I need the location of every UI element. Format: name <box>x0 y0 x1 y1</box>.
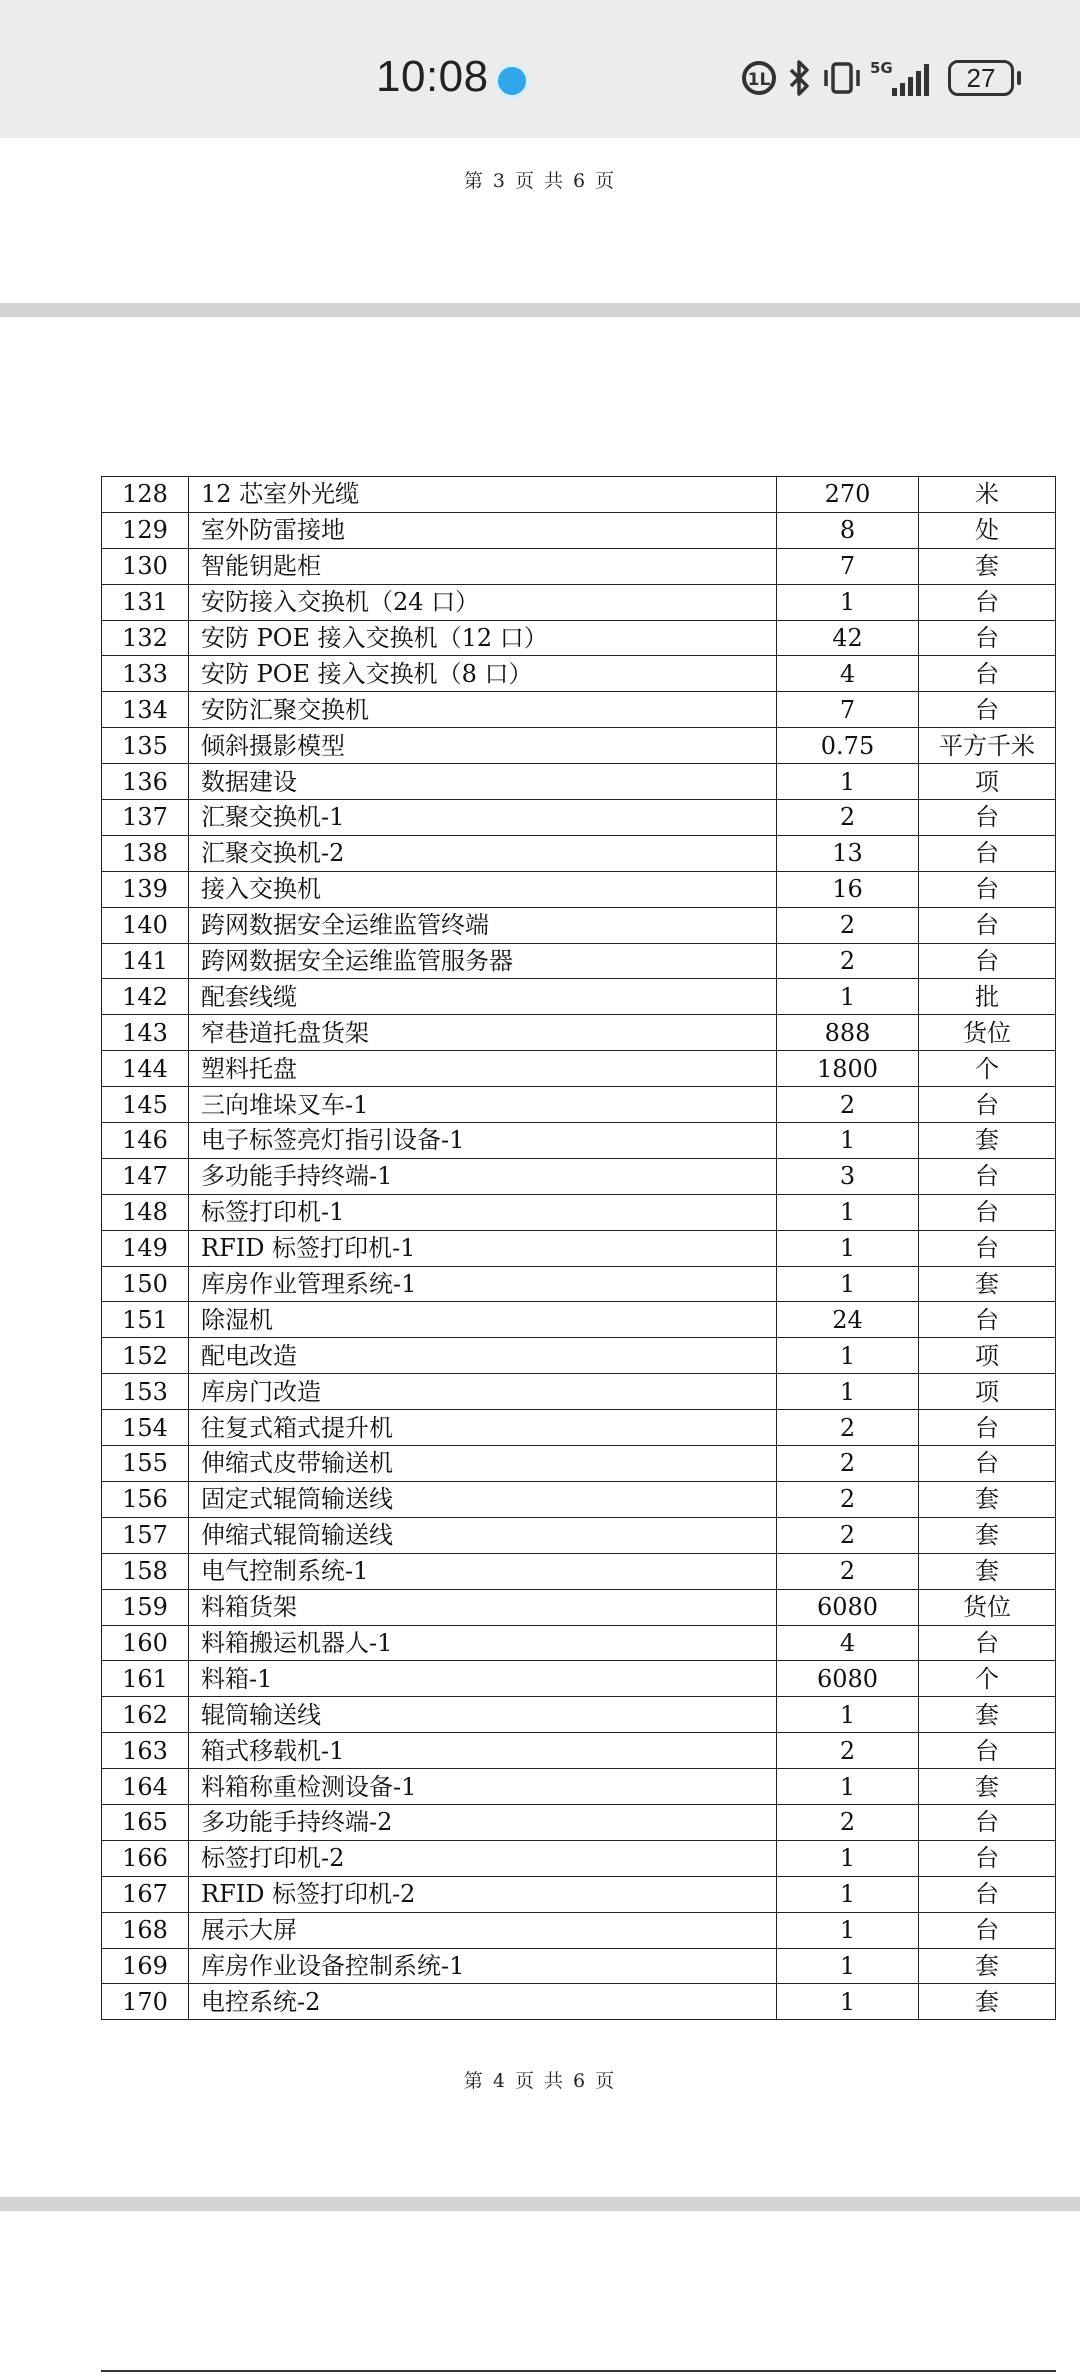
row-number: 167 <box>102 1876 189 1912</box>
item-quantity: 1 <box>777 1769 919 1805</box>
item-unit: 批 <box>919 979 1056 1015</box>
row-number: 152 <box>102 1338 189 1374</box>
page-separator <box>0 303 1080 317</box>
item-unit: 平方千米 <box>919 728 1056 764</box>
page-separator <box>0 2197 1080 2211</box>
item-quantity: 2 <box>777 1446 919 1482</box>
item-quantity: 4 <box>777 656 919 692</box>
item-quantity: 7 <box>777 692 919 728</box>
item-quantity: 1 <box>777 1338 919 1374</box>
signal-5g-icon <box>870 58 934 102</box>
table-row <box>102 656 1056 692</box>
table-row <box>102 1948 1056 1984</box>
row-number: 135 <box>102 728 189 764</box>
table-row <box>102 1697 1056 1733</box>
item-name: 固定式辊筒输送线 <box>189 1481 777 1517</box>
item-unit: 台 <box>919 800 1056 836</box>
item-name: 标签打印机-2 <box>189 1840 777 1876</box>
row-number: 151 <box>102 1302 189 1338</box>
item-unit: 项 <box>919 764 1056 800</box>
item-unit: 套 <box>919 1481 1056 1517</box>
table-row <box>102 1123 1056 1159</box>
item-name: 倾斜摄影模型 <box>189 728 777 764</box>
row-number: 145 <box>102 1087 189 1123</box>
item-quantity: 2 <box>777 907 919 943</box>
item-quantity: 1 <box>777 1194 919 1230</box>
table-row <box>102 1446 1056 1482</box>
row-number: 140 <box>102 907 189 943</box>
item-unit: 米 <box>919 477 1056 513</box>
status-time: 10:08 <box>376 52 489 101</box>
table-row <box>102 835 1056 871</box>
item-name: 伸缩式辊筒输送线 <box>189 1517 777 1553</box>
item-name: 库房作业管理系统-1 <box>189 1266 777 1302</box>
row-number: 154 <box>102 1410 189 1446</box>
item-unit: 台 <box>919 907 1056 943</box>
item-name: 料箱称重检测设备-1 <box>189 1769 777 1805</box>
item-quantity: 1 <box>777 1840 919 1876</box>
item-unit: 台 <box>919 584 1056 620</box>
item-quantity: 7 <box>777 548 919 584</box>
table-row <box>102 1302 1056 1338</box>
item-unit: 货位 <box>919 1589 1056 1625</box>
item-unit: 个 <box>919 1051 1056 1087</box>
item-quantity: 1800 <box>777 1051 919 1087</box>
item-name: 电控系统-2 <box>189 1984 777 2020</box>
item-unit: 套 <box>919 1948 1056 1984</box>
item-unit: 台 <box>919 943 1056 979</box>
item-unit: 台 <box>919 620 1056 656</box>
item-quantity: 24 <box>777 1302 919 1338</box>
item-quantity: 1 <box>777 1123 919 1159</box>
item-name: 多功能手持终端-1 <box>189 1158 777 1194</box>
equipment-table-body <box>102 477 1056 2020</box>
item-unit: 台 <box>919 1840 1056 1876</box>
table-row <box>102 1517 1056 1553</box>
item-quantity: 2 <box>777 1410 919 1446</box>
item-quantity: 2 <box>777 800 919 836</box>
table-row <box>102 764 1056 800</box>
item-unit: 个 <box>919 1661 1056 1697</box>
item-name: 料箱货架 <box>189 1589 777 1625</box>
item-quantity: 270 <box>777 477 919 513</box>
table-row <box>102 1840 1056 1876</box>
table-row <box>102 1984 1056 2020</box>
battery-tip <box>1017 71 1021 85</box>
item-quantity: 1 <box>777 1984 919 2020</box>
table-row <box>102 620 1056 656</box>
row-number: 129 <box>102 512 189 548</box>
item-quantity: 2 <box>777 1087 919 1123</box>
item-quantity: 2 <box>777 1733 919 1769</box>
item-name: 料箱-1 <box>189 1661 777 1697</box>
row-number: 161 <box>102 1661 189 1697</box>
item-quantity: 2 <box>777 1481 919 1517</box>
row-number: 131 <box>102 584 189 620</box>
item-name: 库房门改造 <box>189 1374 777 1410</box>
svg-text:1L: 1L <box>747 70 771 90</box>
item-name: 展示大屏 <box>189 1912 777 1948</box>
table-row <box>102 1015 1056 1051</box>
table-row <box>102 871 1056 907</box>
table-row <box>102 1876 1056 1912</box>
item-name: 跨网数据安全运维监管终端 <box>189 907 777 943</box>
item-quantity: 1 <box>777 1374 919 1410</box>
svg-text:5G: 5G <box>870 59 893 77</box>
table-row <box>102 1374 1056 1410</box>
table-row <box>102 1625 1056 1661</box>
item-name: 多功能手持终端-2 <box>189 1804 777 1840</box>
row-number: 168 <box>102 1912 189 1948</box>
table-row <box>102 1338 1056 1374</box>
item-quantity: 6080 <box>777 1661 919 1697</box>
item-unit: 台 <box>919 692 1056 728</box>
item-name: 塑料托盘 <box>189 1051 777 1087</box>
item-name: 库房作业设备控制系统-1 <box>189 1948 777 1984</box>
item-quantity: 1 <box>777 979 919 1015</box>
item-unit: 台 <box>919 871 1056 907</box>
item-unit: 台 <box>919 1804 1056 1840</box>
table-row <box>102 1481 1056 1517</box>
item-unit: 套 <box>919 1769 1056 1805</box>
row-number: 157 <box>102 1517 189 1553</box>
table-row <box>102 477 1056 513</box>
table-row <box>102 1733 1056 1769</box>
row-number: 166 <box>102 1840 189 1876</box>
row-number: 156 <box>102 1481 189 1517</box>
item-quantity: 0.75 <box>777 728 919 764</box>
row-number: 137 <box>102 800 189 836</box>
item-name: 12 芯室外光缆 <box>189 477 777 513</box>
item-name: 电子标签亮灯指引设备-1 <box>189 1123 777 1159</box>
item-unit: 台 <box>919 1158 1056 1194</box>
row-number: 163 <box>102 1733 189 1769</box>
table-row <box>102 512 1056 548</box>
table-row <box>102 1912 1056 1948</box>
item-name: 安防汇聚交换机 <box>189 692 777 728</box>
item-unit: 处 <box>919 512 1056 548</box>
next-page-table-edge <box>101 2370 1056 2372</box>
item-unit: 套 <box>919 1553 1056 1589</box>
item-unit: 台 <box>919 1087 1056 1123</box>
row-number: 170 <box>102 1984 189 2020</box>
item-quantity: 4 <box>777 1625 919 1661</box>
table-row <box>102 1230 1056 1266</box>
bluetooth-icon <box>786 58 812 98</box>
hd-call-icon <box>740 58 778 98</box>
table-row <box>102 1589 1056 1625</box>
item-unit: 台 <box>919 1446 1056 1482</box>
item-name: 配电改造 <box>189 1338 777 1374</box>
item-quantity: 1 <box>777 764 919 800</box>
row-number: 142 <box>102 979 189 1015</box>
table-row <box>102 1769 1056 1805</box>
item-quantity: 1 <box>777 1876 919 1912</box>
row-number: 130 <box>102 548 189 584</box>
item-unit: 台 <box>919 1876 1056 1912</box>
item-name: 标签打印机-1 <box>189 1194 777 1230</box>
row-number: 169 <box>102 1948 189 1984</box>
table-row <box>102 728 1056 764</box>
row-number: 164 <box>102 1769 189 1805</box>
item-unit: 台 <box>919 1302 1056 1338</box>
item-name: 汇聚交换机-1 <box>189 800 777 836</box>
row-number: 155 <box>102 1446 189 1482</box>
row-number: 132 <box>102 620 189 656</box>
item-name: 料箱搬运机器人-1 <box>189 1625 777 1661</box>
item-unit: 套 <box>919 1123 1056 1159</box>
item-quantity: 888 <box>777 1015 919 1051</box>
item-unit: 台 <box>919 1912 1056 1948</box>
row-number: 144 <box>102 1051 189 1087</box>
row-number: 149 <box>102 1230 189 1266</box>
item-unit: 套 <box>919 1517 1056 1553</box>
item-quantity: 2 <box>777 1517 919 1553</box>
item-quantity: 1 <box>777 1948 919 1984</box>
item-unit: 货位 <box>919 1015 1056 1051</box>
row-number: 139 <box>102 871 189 907</box>
item-name: 安防 POE 接入交换机（8 口） <box>189 656 777 692</box>
item-quantity: 6080 <box>777 1589 919 1625</box>
item-unit: 台 <box>919 1733 1056 1769</box>
item-unit: 套 <box>919 1697 1056 1733</box>
row-number: 153 <box>102 1374 189 1410</box>
item-name: 除湿机 <box>189 1302 777 1338</box>
item-quantity: 13 <box>777 835 919 871</box>
row-number: 165 <box>102 1804 189 1840</box>
item-quantity: 2 <box>777 1804 919 1840</box>
item-name: 数据建设 <box>189 764 777 800</box>
item-name: 三向堆垛叉车-1 <box>189 1087 777 1123</box>
row-number: 138 <box>102 835 189 871</box>
row-number: 162 <box>102 1697 189 1733</box>
row-number: 160 <box>102 1625 189 1661</box>
item-quantity: 2 <box>777 1553 919 1589</box>
item-name: 箱式移载机-1 <box>189 1733 777 1769</box>
item-unit: 套 <box>919 1984 1056 2020</box>
row-number: 133 <box>102 656 189 692</box>
table-row <box>102 907 1056 943</box>
item-quantity: 1 <box>777 1697 919 1733</box>
table-row <box>102 584 1056 620</box>
item-quantity: 16 <box>777 871 919 907</box>
item-name: 汇聚交换机-2 <box>189 835 777 871</box>
table-row <box>102 1087 1056 1123</box>
item-name: RFID 标签打印机-1 <box>189 1230 777 1266</box>
item-name: 往复式箱式提升机 <box>189 1410 777 1446</box>
item-name: 室外防雷接地 <box>189 512 777 548</box>
item-unit: 套 <box>919 548 1056 584</box>
item-name: 安防接入交换机（24 口） <box>189 584 777 620</box>
item-quantity: 1 <box>777 1266 919 1302</box>
item-unit: 台 <box>919 1194 1056 1230</box>
item-quantity: 1 <box>777 1912 919 1948</box>
table-row <box>102 1158 1056 1194</box>
item-name: 电气控制系统-1 <box>189 1553 777 1589</box>
app-notification-icon <box>495 64 529 98</box>
item-unit: 台 <box>919 835 1056 871</box>
item-name: 智能钥匙柜 <box>189 548 777 584</box>
row-number: 141 <box>102 943 189 979</box>
page-footer-4: 第 4 页 共 6 页 <box>463 2070 617 2092</box>
row-number: 146 <box>102 1123 189 1159</box>
item-quantity: 1 <box>777 584 919 620</box>
table-row <box>102 979 1056 1015</box>
item-quantity: 1 <box>777 1230 919 1266</box>
item-name: 窄巷道托盘货架 <box>189 1015 777 1051</box>
table-row <box>102 1410 1056 1446</box>
status-bar <box>0 0 1080 138</box>
equipment-table <box>101 476 1056 2020</box>
item-name: 接入交换机 <box>189 871 777 907</box>
table-row <box>102 1804 1056 1840</box>
vibrate-icon <box>820 58 864 98</box>
table-row <box>102 548 1056 584</box>
item-unit: 台 <box>919 1625 1056 1661</box>
row-number: 136 <box>102 764 189 800</box>
battery-indicator: 27 <box>948 60 1014 96</box>
table-row <box>102 1051 1056 1087</box>
item-unit: 套 <box>919 1266 1056 1302</box>
row-number: 148 <box>102 1194 189 1230</box>
table-row <box>102 800 1056 836</box>
row-number: 158 <box>102 1553 189 1589</box>
table-row <box>102 1661 1056 1697</box>
item-name: 配套线缆 <box>189 979 777 1015</box>
item-name: 伸缩式皮带输送机 <box>189 1446 777 1482</box>
item-quantity: 8 <box>777 512 919 548</box>
item-name: 安防 POE 接入交换机（12 口） <box>189 620 777 656</box>
row-number: 128 <box>102 477 189 513</box>
pdf-page-5-top <box>0 2211 1080 2376</box>
item-unit: 项 <box>919 1338 1056 1374</box>
item-name: RFID 标签打印机-2 <box>189 1876 777 1912</box>
item-unit: 台 <box>919 1410 1056 1446</box>
pdf-page-3-bottom <box>0 138 1080 303</box>
item-name: 辊筒输送线 <box>189 1697 777 1733</box>
table-row <box>102 1553 1056 1589</box>
table-row <box>102 1194 1056 1230</box>
table-row <box>102 1266 1056 1302</box>
table-row <box>102 943 1056 979</box>
item-quantity: 3 <box>777 1158 919 1194</box>
item-quantity: 42 <box>777 620 919 656</box>
item-unit: 台 <box>919 656 1056 692</box>
row-number: 150 <box>102 1266 189 1302</box>
page-footer-3: 第 3 页 共 6 页 <box>463 170 617 192</box>
row-number: 143 <box>102 1015 189 1051</box>
item-unit: 项 <box>919 1374 1056 1410</box>
item-unit: 台 <box>919 1230 1056 1266</box>
row-number: 134 <box>102 692 189 728</box>
item-quantity: 2 <box>777 943 919 979</box>
row-number: 159 <box>102 1589 189 1625</box>
row-number: 147 <box>102 1158 189 1194</box>
table-row <box>102 692 1056 728</box>
item-name: 跨网数据安全运维监管服务器 <box>189 943 777 979</box>
